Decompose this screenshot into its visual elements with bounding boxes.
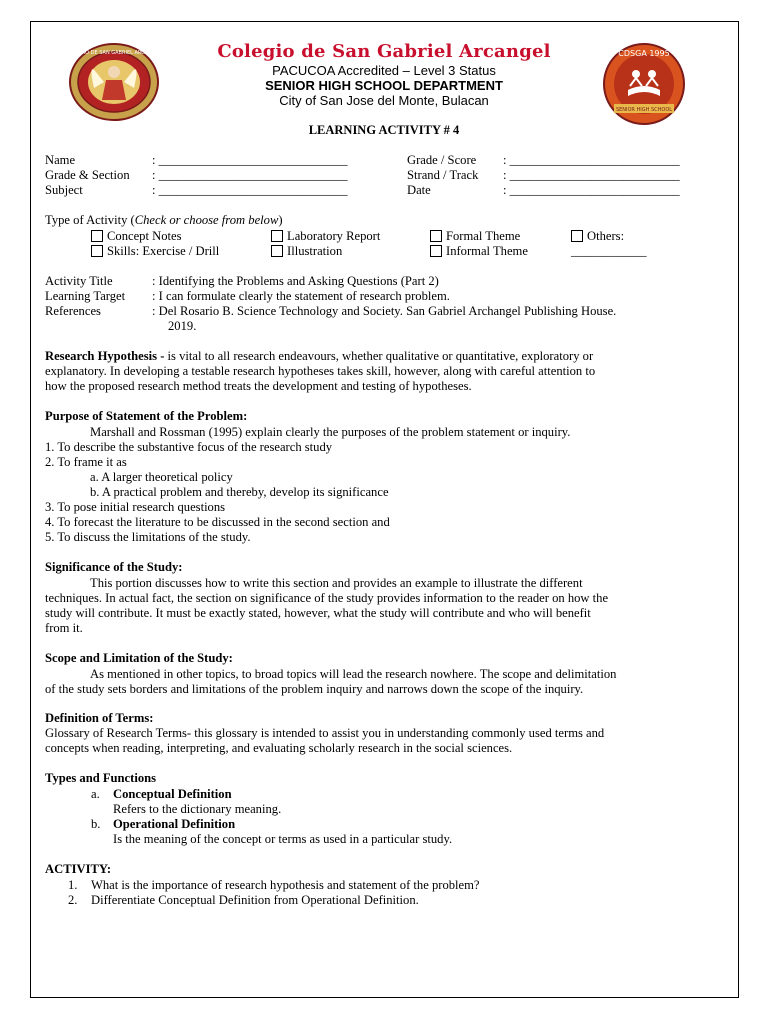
- grade-section-label: Grade & Section: [45, 168, 130, 182]
- purpose-intro: Marshall and Rossman (1995) explain clearly the purposes of the problem statement or inquiry.: [90, 425, 571, 439]
- option-formal-theme[interactable]: Formal Theme: [430, 229, 520, 244]
- purpose-item: 1. To describe the substantive focus of the research study: [45, 440, 333, 454]
- purpose-item: 2. To frame it as: [45, 455, 127, 469]
- grade-score-label: Grade / Score: [407, 153, 477, 167]
- checkbox[interactable]: [91, 245, 103, 257]
- question-marker: 2.: [68, 893, 78, 907]
- significance-line: This portion discusses how to write this section and provides an example to illustrate the different: [90, 576, 583, 590]
- strand-track-label: Strand / Track: [407, 168, 479, 182]
- type-b-text: Is the meaning of the concept or terms as used in a particular study.: [113, 832, 453, 846]
- checkbox[interactable]: [571, 230, 583, 242]
- purpose-item: 5. To discuss the limitations of the study.: [45, 530, 251, 544]
- question-2: Differentiate Conceptual Definition from Operational Definition.: [91, 893, 419, 907]
- purpose-subitem: b. A practical problem and thereby, develop its significance: [90, 485, 389, 499]
- scope-line: As mentioned in other topics, to broad topics will lead the research nowhere. The scope and delimitation: [90, 667, 617, 681]
- checkbox[interactable]: [430, 230, 442, 242]
- question-1: What is the importance of research hypothesis and statement of the problem?: [91, 878, 480, 892]
- school-name: Colegio de San Gabriel Arcangel: [217, 41, 551, 62]
- activity-heading: ACTIVITY:: [45, 862, 112, 876]
- checkbox[interactable]: [430, 245, 442, 257]
- purpose-subitem: a. A larger theoretical policy: [90, 470, 233, 484]
- grade-score-field[interactable]: : ___________________________: [503, 153, 680, 167]
- type-a-title: Conceptual Definition: [113, 787, 232, 801]
- type-a-text: Refers to the dictionary meaning.: [113, 802, 282, 816]
- strand-track-field[interactable]: : ___________________________: [503, 168, 680, 182]
- department: SENIOR HIGH SCHOOL DEPARTMENT: [265, 78, 503, 93]
- references-label: References: [45, 304, 101, 318]
- type-b-marker: b.: [91, 817, 101, 831]
- research-hypothesis-line2: explanatory. In developing a testable research hypotheses takes skill, however, along with careful attention to: [45, 364, 596, 378]
- learning-target-value: : I can formulate clearly the statement of research problem.: [152, 289, 450, 303]
- purpose-item: 4. To forecast the literature to be discussed in the second section and: [45, 515, 390, 529]
- references-value: : Del Rosario B. Science Technology and Society. San Gabriel Archangel Publishing House.: [152, 304, 617, 318]
- grade-section-field[interactable]: : ______________________________: [152, 168, 348, 182]
- checkbox[interactable]: [271, 230, 283, 242]
- option-others[interactable]: Others:: [571, 229, 624, 244]
- scope-heading: Scope and Limitation of the Study:: [45, 651, 233, 665]
- date-field[interactable]: : ___________________________: [503, 183, 680, 197]
- definition-heading: Definition of Terms:: [45, 711, 154, 725]
- significance-line: techniques. In actual fact, the section on significance of the study provides information to the reader on how the: [45, 591, 609, 605]
- references-year: 2019.: [168, 319, 197, 333]
- name-field[interactable]: : ______________________________: [152, 153, 348, 167]
- option-informal-theme[interactable]: Informal Theme: [430, 244, 528, 259]
- activity-title-heading: LEARNING ACTIVITY # 4: [308, 123, 460, 137]
- option-lab-report[interactable]: Laboratory Report: [271, 229, 380, 244]
- significance-heading: Significance of the Study:: [45, 560, 183, 574]
- significance-line: study will contribute. It must be exactly stated, however, what the study will contribute and who will benefit: [45, 606, 591, 620]
- accreditation: PACUCOA Accredited – Level 3 Status: [272, 63, 496, 78]
- types-heading: Types and Functions: [45, 771, 157, 785]
- type-b-title: Operational Definition: [113, 817, 236, 831]
- subject-label: Subject: [45, 183, 83, 197]
- others-blank[interactable]: ____________: [571, 244, 647, 258]
- activity-title-value: : Identifying the Problems and Asking Questions (Part 2): [152, 274, 439, 288]
- option-skills[interactable]: Skills: Exercise / Drill: [91, 244, 219, 259]
- activity-type-label: Type of Activity (Check or choose from below): [45, 213, 283, 227]
- definition-line: concepts when reading, interpreting, and evaluating scholarly research in the social sciences.: [45, 741, 513, 755]
- subject-field[interactable]: : ______________________________: [152, 183, 348, 197]
- option-illustration[interactable]: Illustration: [271, 244, 342, 259]
- research-hypothesis-line1: Research Hypothesis - is vital to all research endeavours, whether qualitative or quantitative, exploratory or: [45, 349, 594, 363]
- activity-title-label: Activity Title: [45, 274, 113, 288]
- purpose-heading: Purpose of Statement of the Problem:: [45, 409, 248, 423]
- location: City of San Jose del Monte, Bulacan: [279, 93, 489, 108]
- question-marker: 1.: [68, 878, 78, 892]
- cdsga-logo-banner: SENIOR HIGH SCHOOL: [615, 107, 673, 113]
- checkbox[interactable]: [271, 245, 283, 257]
- name-label: Name: [45, 153, 76, 167]
- definition-line: Glossary of Research Terms- this glossary is intended to assist you in understanding commonly used terms and: [45, 726, 605, 740]
- significance-line: from it.: [45, 621, 83, 635]
- cdsga-logo-text: CDSGA 1995: [618, 49, 670, 58]
- date-label: Date: [407, 183, 431, 197]
- research-hypothesis-line3: how the proposed research method treats the development and testing of hypotheses.: [45, 379, 472, 393]
- option-concept-notes[interactable]: Concept Notes: [91, 229, 182, 244]
- checkbox[interactable]: [91, 230, 103, 242]
- type-a-marker: a.: [91, 787, 100, 801]
- scope-line: of the study sets borders and limitations of the problem inquiry and narrows down the scope of the inquiry.: [45, 682, 584, 696]
- learning-target-label: Learning Target: [45, 289, 126, 303]
- seal-ring-text: COLEGIO DE SAN GABRIEL ARCANGEL: [66, 50, 162, 56]
- purpose-item: 3. To pose initial research questions: [45, 500, 226, 514]
